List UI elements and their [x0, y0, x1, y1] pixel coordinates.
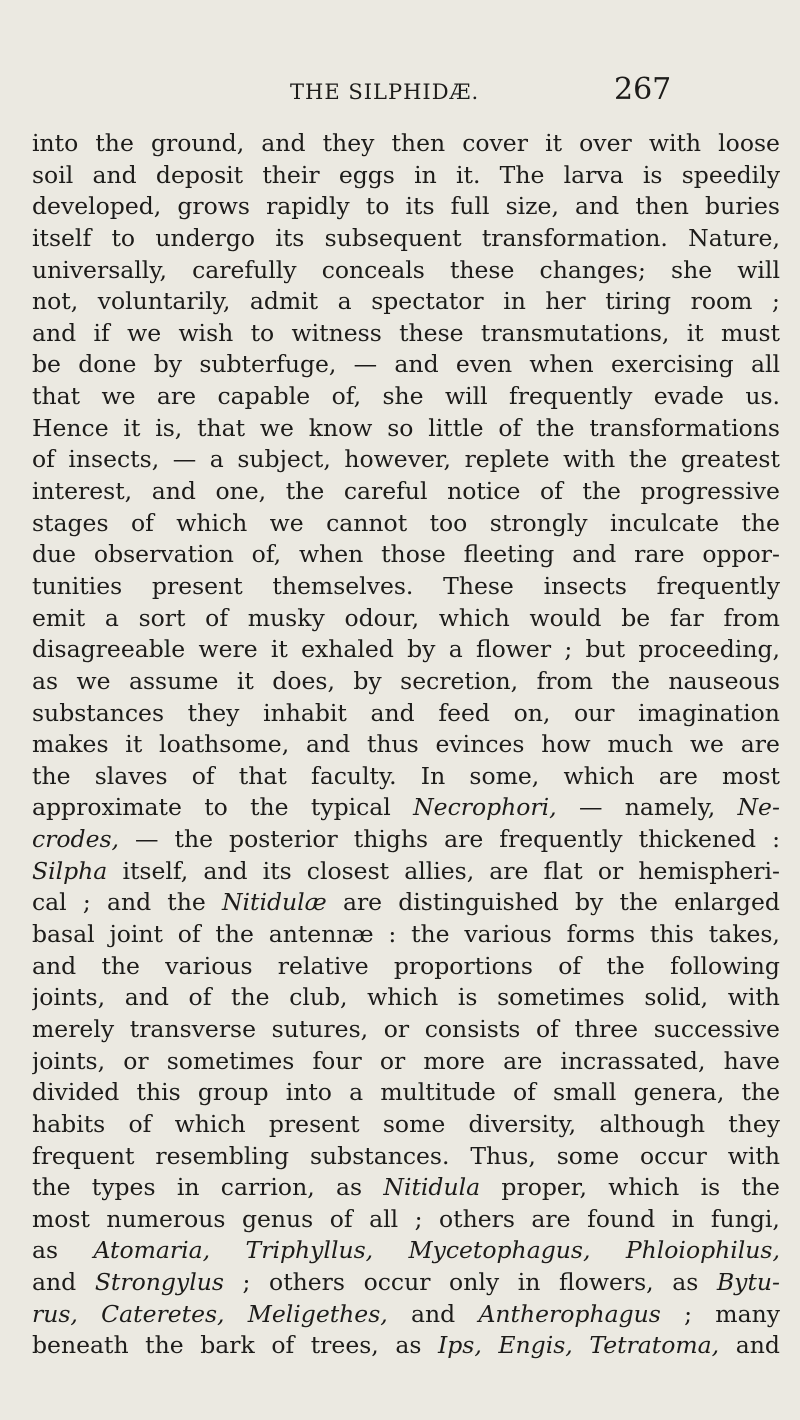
- text-line: makes it loathsome, and thus evinces how much we are: [32, 730, 780, 759]
- text-line: developed, grows rapidly to its full size, and then buries: [32, 192, 780, 221]
- text-line: and if we wish to witness these transmutations, it must: [32, 318, 780, 347]
- text-line: interest, and one, the careful notice of the progressive: [32, 477, 780, 506]
- text-line: emit a sort of musky odour, which would be far from: [32, 603, 780, 632]
- text-line: joints, or sometimes four or more are incrassated, have: [32, 1046, 780, 1075]
- text-line: the types in carrion, as Nitidula proper, which is the: [32, 1173, 780, 1202]
- text-line: Hence it is, that we know so little of the transformations: [32, 413, 780, 442]
- text-line: most numerous genus of all ; others are found in fungi,: [32, 1204, 780, 1233]
- text-line: joints, and of the club, which is sometimes solid, with: [32, 983, 780, 1012]
- text-line: soil and deposit their eggs in it. The larva is speedily: [32, 160, 780, 189]
- text-line: substances they inhabit and feed on, our imagination: [32, 698, 780, 727]
- text-line: as Atomaria, Triphyllus, Mycetophagus, Phloiophilus,: [32, 1236, 780, 1265]
- text-line: tunities present themselves. These insects frequently: [32, 571, 780, 600]
- text-line: universally, carefully conceals these changes; she will: [32, 255, 780, 284]
- page-header: [0, 72, 800, 120]
- text-line: merely transverse sutures, or consists of three successive: [32, 1014, 780, 1043]
- text-line: as we assume it does, by secretion, from the nauseous: [32, 666, 780, 695]
- page-number: 267: [614, 72, 672, 107]
- text-line: basal joint of the antennæ : the various forms this takes,: [32, 920, 780, 949]
- text-line: due observation of, when those fleeting and rare oppor-: [32, 540, 780, 569]
- text-line: disagreeable were it exhaled by a flower ; but proceeding,: [32, 635, 780, 664]
- text-line: and the various relative proportions of the following: [32, 951, 780, 980]
- text-line: crodes, — the posterior thighs are frequently thickened :: [32, 825, 780, 854]
- body-text: [32, 128, 780, 1362]
- text-line: not, voluntarily, admit a spectator in her tiring room ;: [32, 287, 780, 316]
- text-line: beneath the bark of trees, as Ips, Engis, Tetratoma, and: [32, 1331, 780, 1360]
- text-line: itself to undergo its subsequent transformation. Nature,: [32, 223, 780, 252]
- text-line: that we are capable of, she will frequently evade us.: [32, 382, 780, 411]
- text-line: divided this group into a multitude of small genera, the: [32, 1078, 780, 1107]
- text-line: stages of which we cannot too strongly inculcate the: [32, 508, 780, 537]
- text-line: frequent resembling substances. Thus, some occur with: [32, 1141, 780, 1170]
- text-line: and Strongylus ; others occur only in flowers, as Bytu-: [32, 1268, 780, 1297]
- text-line: approximate to the typical Necrophori, — namely, Ne-: [32, 793, 780, 822]
- text-line: habits of which present some diversity, although they: [32, 1109, 780, 1138]
- running-title: THE SILPHIDÆ.: [290, 80, 480, 104]
- text-line: into the ground, and they then cover it over with loose: [32, 129, 780, 157]
- text-line: Silpha itself, and its closest allies, are flat or hemispheri-: [32, 856, 780, 885]
- text-line: cal ; and the Nitidulæ are distinguished by the enlarged: [32, 888, 780, 917]
- text-line: of insects, — a subject, however, replete with the greatest: [32, 445, 780, 474]
- text-line: the slaves of that faculty. In some, which are most: [32, 761, 780, 790]
- text-line: be done by subterfuge, — and even when exercising all: [32, 350, 780, 379]
- text-line: rus, Cateretes, Meligethes, and Antherophagus ; many: [32, 1299, 780, 1328]
